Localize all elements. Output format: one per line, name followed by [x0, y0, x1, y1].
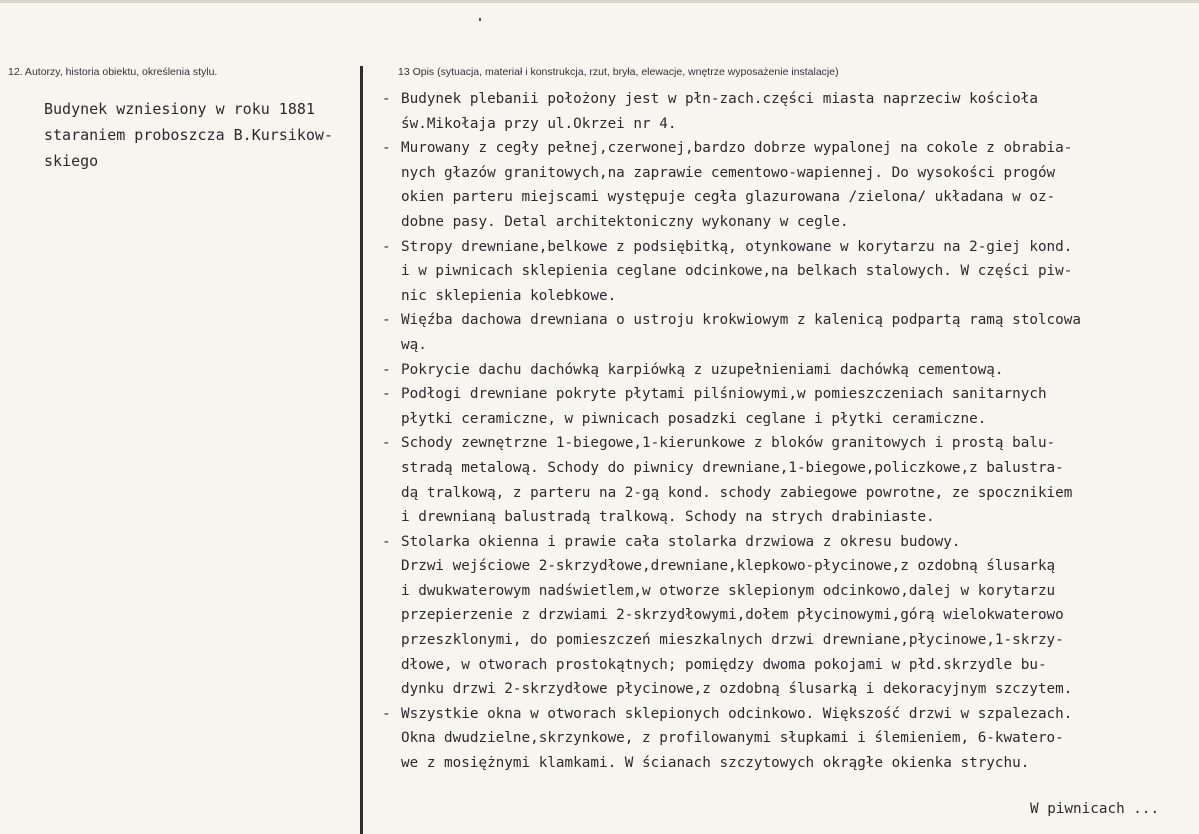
description-line-text: Stolarka okienna i prawie cała stolarka drzwiowa z okresu budowy. [401, 533, 961, 550]
history-line: skiego [44, 152, 99, 170]
bullet-dash: - [382, 386, 391, 403]
bullet-dash: - [382, 91, 391, 107]
description-line [382, 751, 1199, 776]
description-line-text: wą. [401, 336, 427, 353]
description-line-text: i w piwnicach sklepienia ceglane odcinkowe,na belkach stalowych. W części piw- [401, 263, 1073, 280]
description-line [382, 112, 1199, 137]
description-line-text: płytki ceramiczne, w piwnicach posadzki ceglane i płytki ceramiczne. [401, 410, 987, 427]
description-line-text: Podłogi drewniane pokryte płytami pilśniowymi,w pomieszczeniach sanitarnych [401, 386, 1047, 403]
description-line [382, 284, 1199, 309]
description-line-text: Wszystkie okna w otworach sklepionych odcinkowo. Większość drzwi w szpalezach. [401, 705, 1073, 722]
description-line [382, 358, 1199, 383]
description-line [382, 407, 1199, 432]
description-line [382, 726, 1199, 751]
bullet-dash: - [382, 533, 391, 550]
description-line [382, 87, 1199, 112]
description-line [382, 185, 1199, 210]
column-divider [360, 66, 363, 834]
description-line [382, 210, 1199, 235]
description-line [382, 456, 1199, 481]
description-line [382, 653, 1199, 678]
description-line-text: okien parteru miejscami występuje cegła glazurowana /zielona/ układana w oz- [401, 189, 1056, 206]
card-top-edge [0, 0, 1199, 3]
description-line-text: Drzwi wejściowe 2-skrzydłowe,drewniane,klepkowo-płycinowe,z ozdobną ślusarką [401, 558, 1056, 575]
description-line-text: dą tralkową, z parteru na 2-gą kond. schody zabiegowe powrotne, ze spocznikiem [401, 484, 1073, 501]
description-line-text: Murowany z cegły pełnej,czerwonej,bardzo dobrze wypalonej na cokole z obrabia- [401, 140, 1073, 157]
description-line-text: Pokrycie dachu dachówką karpiówką z uzupełnieniami dachówką cementową. [401, 361, 1004, 378]
description-line [382, 161, 1199, 186]
history-line: Budynek wzniesiony w roku 1881 [44, 100, 315, 118]
description-line [382, 235, 1199, 260]
description-line [382, 333, 1199, 358]
description-line [382, 628, 1199, 653]
description-line [382, 308, 1199, 333]
description-line-text: i dwukwaterowym nadświetlem,w otworze sklepionym odcinkowo,dalej w korytarzu [401, 582, 1056, 599]
bullet-dash: - [382, 140, 391, 157]
description-line [382, 431, 1199, 456]
description-line [382, 677, 1199, 702]
description-line [382, 603, 1199, 628]
bullet-dash: - [382, 361, 391, 378]
history-text [44, 96, 354, 174]
description-line-text: we z mosiężnymi klamkami. W ścianach szczytowych okrągłe okienka strychu. [401, 755, 1030, 772]
section-12-header: 12. Autorzy, historia obiektu, określenia stylu. [8, 66, 218, 78]
description-line [382, 702, 1199, 727]
description-text [382, 87, 1199, 776]
description-line [382, 505, 1199, 530]
description-line-text: stradą metalową. Schody do piwnicy drewniane,1-biegowe,policzkowe,z balustra- [401, 459, 1064, 476]
punch-mark [479, 18, 481, 21]
description-line-text: przeszklonymi, do pomieszczeń mieszkalnych drzwi drewniane,płycinowe,1-skrzy- [401, 632, 1064, 649]
description-line-text: Okna dwudzielne,skrzynkowe, z profilowanymi słupkami i ślemieniem, 6-kwatero- [401, 730, 1064, 747]
description-line-text: nych głazów granitowych,na zaprawie cementowo-wapiennej. Do wysokości progów [401, 164, 1056, 181]
description-line-text: Budynek plebanii położony jest w płn-zach.części miasta naprzeciw kościoła [401, 91, 1038, 107]
description-line-text: św.Mikołaja przy ul.Okrzei nr 4. [401, 115, 677, 132]
bullet-dash: - [382, 435, 391, 452]
description-line-text: dłowe, w otworach prostokątnych; pomiędzy dwoma pokojami w płd.skrzydle bu- [401, 656, 1047, 673]
description-line-text: dobne pasy. Detal architektoniczny wykonany w cegle. [401, 213, 849, 230]
section-13-header: 13 Opis (sytuacja, materiał i konstrukcja, rzut, bryła, elewacje, wnętrze wyposażenie instalacje) [398, 66, 839, 78]
description-line [382, 481, 1199, 506]
continuation-note: W piwnicach ... [1030, 801, 1160, 817]
description-line-text: przepierzenie z drzwiami 2-skrzydłowymi,dołem płycinowymi,górą wielokwaterowo [401, 607, 1064, 624]
description-line-text: Więźba dachowa drewniana o ustroju krokwiowym z kalenicą podpartą ramą stolcowa [401, 312, 1081, 329]
bullet-dash: - [382, 238, 391, 255]
description-line-text: Schody zewnętrzne 1-biegowe,1-kierunkowe z bloków granitowych i prostą balu- [401, 435, 1056, 452]
description-line [382, 579, 1199, 604]
description-line-text: i drewnianą balustradą tralkową. Schody na strych drabiniaste. [401, 509, 935, 526]
description-line-text: dynku drzwi 2-skrzydłowe płycinowe,z ozdobną ślusarką i dekoracyjnym szczytem. [401, 681, 1073, 698]
description-line-text: Stropy drewniane,belkowe z podsiębitką, otynkowane w korytarzu na 2-giej kond. [401, 238, 1073, 255]
description-line [382, 530, 1199, 555]
bullet-dash: - [382, 705, 391, 722]
history-line: staraniem proboszcza B.Kursikow- [44, 126, 333, 144]
description-line [382, 136, 1199, 161]
description-line [382, 382, 1199, 407]
description-line-text: nic sklepienia kolebkowe. [401, 287, 617, 304]
description-line [382, 259, 1199, 284]
bullet-dash: - [382, 312, 391, 329]
description-line [382, 554, 1199, 579]
